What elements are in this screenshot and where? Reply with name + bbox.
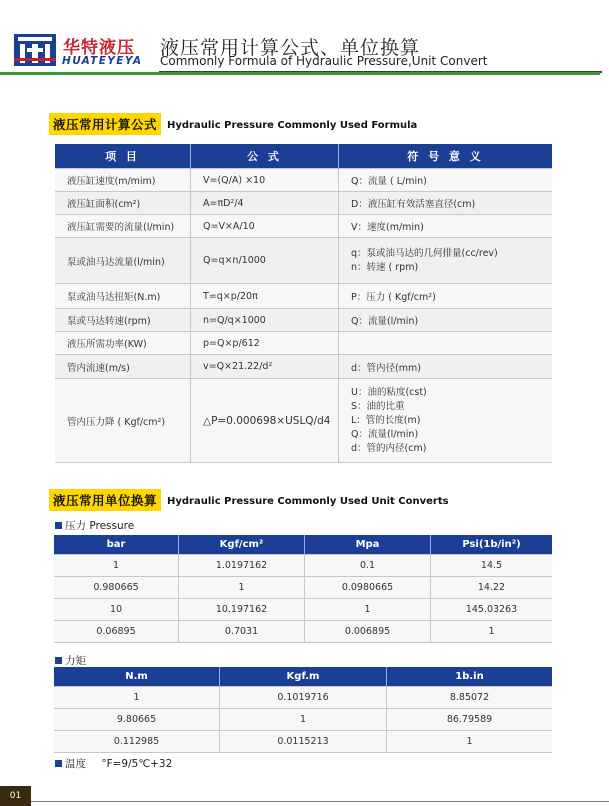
table-row — [55, 355, 552, 379]
table-cell: 0.980665 — [54, 577, 179, 599]
meaning-line: S：油的比重 — [351, 400, 405, 412]
formula-cell: T=q×p/20π — [191, 284, 339, 309]
formula-cell: v=Q×21.22/d² — [191, 355, 339, 379]
torque-label: 力矩 — [55, 653, 86, 668]
brand-name-en: HUATEYEYA — [62, 55, 143, 67]
unit-section-title-cn: 液压常用单位换算 — [49, 489, 161, 511]
temperature-label: 温度 °F=9/5℃+32 — [55, 756, 172, 771]
table-row — [55, 309, 552, 332]
header-meaning: 符 号 意 义 — [339, 144, 553, 169]
meaning-cell: Q：流量(l/min) — [339, 309, 553, 332]
header-nm: N.m — [54, 667, 220, 687]
meaning-line: q：泵或油马达的几何排量(cc/rev) — [351, 247, 498, 259]
meaning-cell — [339, 332, 553, 355]
item-cell: 液压所需功率(KW) — [55, 332, 191, 355]
table-cell: 1 — [54, 687, 220, 709]
table-row — [54, 731, 552, 753]
table-row — [55, 332, 552, 355]
formula-cell: p=Q×p/612 — [191, 332, 339, 355]
table-cell: 1 — [431, 621, 553, 643]
meaning-cell: P：压力 ( Kgf/cm²) — [339, 284, 553, 309]
meaning-cell: Q：流量 ( L/min) — [339, 169, 553, 192]
table-row — [55, 169, 552, 192]
item-cell: 液压缸速度(m/mim) — [55, 169, 191, 192]
meaning-line: d：管的内径(cm) — [351, 442, 427, 454]
table-cell: 0.006895 — [305, 621, 431, 643]
table-cell: 14.5 — [431, 555, 553, 577]
table-cell: 8.85072 — [387, 687, 553, 709]
header-kgf-cm2: Kgf/cm² — [179, 535, 305, 555]
table-cell: 1.0197162 — [179, 555, 305, 577]
table-row — [54, 687, 552, 709]
bullet-square-icon — [55, 522, 62, 529]
bullet-square-icon — [55, 657, 62, 664]
bullet-square-icon — [55, 760, 62, 767]
table-cell: 1 — [220, 709, 387, 731]
header-bar: bar — [54, 535, 179, 555]
formula-table-header — [55, 144, 552, 169]
table-row — [54, 621, 552, 643]
page-number-box — [0, 786, 31, 806]
table-row — [54, 577, 552, 599]
header-item: 项 目 — [55, 144, 191, 169]
meaning-line: n：转速 ( rpm) — [351, 261, 419, 273]
pressure-table — [54, 535, 552, 643]
meaning-line: U：油的粘度(cst) — [351, 386, 427, 398]
meaning-cell — [339, 238, 553, 284]
header-mpa: Mpa — [305, 535, 431, 555]
page-title-en: Commonly Formula of Hydraulic Pressure,Unit Convert — [160, 54, 488, 68]
table-cell: 1 — [305, 599, 431, 621]
brand-name-cn: 华特液压 — [63, 38, 135, 58]
company-logo — [14, 34, 56, 66]
torque-table-header — [54, 667, 552, 687]
table-row — [55, 215, 552, 238]
torque-table — [54, 667, 552, 753]
meaning-cell: d：管内径(mm) — [339, 355, 553, 379]
temperature-formula: °F=9/5℃+32 — [101, 758, 173, 770]
table-row — [55, 238, 552, 284]
table-cell: 0.0980665 — [305, 577, 431, 599]
footer-rule — [31, 801, 609, 802]
unit-section-heading — [49, 489, 449, 511]
table-cell: 86.79589 — [387, 709, 553, 731]
header-kgf-m: Kgf.m — [220, 667, 387, 687]
meaning-line: L：管的长度(m) — [351, 414, 421, 426]
formula-cell: n=Q/q×1000 — [191, 309, 339, 332]
table-row — [55, 284, 552, 309]
item-cell: 泵或油马达扭矩(N.m) — [55, 284, 191, 309]
table-row — [55, 379, 552, 463]
formula-cell: A=πD²/4 — [191, 192, 339, 215]
table-cell: 1 — [54, 555, 179, 577]
table-cell: 1 — [179, 577, 305, 599]
table-row — [54, 709, 552, 731]
item-cell: 管内流速(m/s) — [55, 355, 191, 379]
formula-cell: V=(Q/A) ×10 — [191, 169, 339, 192]
table-cell: 9.80665 — [54, 709, 220, 731]
table-cell: 0.1019716 — [220, 687, 387, 709]
page-number: 01 — [9, 791, 22, 801]
table-cell: 0.112985 — [54, 731, 220, 753]
formula-cell: Q=V×A/10 — [191, 215, 339, 238]
page-title-cn: 液压常用计算公式、单位换算 — [160, 37, 421, 59]
formula-table — [55, 144, 552, 463]
meaning-cell: V：速度(m/min) — [339, 215, 553, 238]
table-cell: 0.1 — [305, 555, 431, 577]
meaning-line: Q：流量(l/min) — [351, 428, 419, 440]
unit-section-title-en: Hydraulic Pressure Commonly Used Unit Converts — [167, 496, 449, 507]
header-green-rule — [0, 72, 600, 75]
item-cell: 泵或油马达流量(l/min) — [55, 238, 191, 284]
header-formula: 公 式 — [191, 144, 339, 169]
formula-section-heading — [49, 113, 417, 135]
meaning-cell: D：液压缸有效活塞直径(cm) — [339, 192, 553, 215]
header-psi: Psi(1b/in²) — [431, 535, 553, 555]
formula-section-title-cn: 液压常用计算公式 — [49, 113, 161, 135]
table-row — [54, 555, 552, 577]
formula-cell: Q=q×n/1000 — [191, 238, 339, 284]
table-cell: 0.0115213 — [220, 731, 387, 753]
table-cell: 0.06895 — [54, 621, 179, 643]
item-cell: 泵或马达转速(rpm) — [55, 309, 191, 332]
table-cell: 145.03263 — [431, 599, 553, 621]
item-cell: 液压缸面积(cm²) — [55, 192, 191, 215]
pressure-table-header — [54, 535, 552, 555]
table-row — [54, 599, 552, 621]
header-lb-in: 1b.in — [387, 667, 553, 687]
table-cell: 1 — [387, 731, 553, 753]
table-row — [55, 192, 552, 215]
table-cell: 14.22 — [431, 577, 553, 599]
table-cell: 10 — [54, 599, 179, 621]
table-cell: 10.197162 — [179, 599, 305, 621]
formula-section-title-en: Hydraulic Pressure Commonly Used Formula — [167, 120, 418, 131]
table-cell: 0.7031 — [179, 621, 305, 643]
pressure-label: 压力 Pressure — [55, 518, 134, 533]
item-cell: 管内压力降 ( Kgf/cm²) — [55, 379, 191, 463]
formula-cell: △P=0.000698×USLQ/d4 — [191, 379, 339, 463]
item-cell: 液压缸需要的流量(l/min) — [55, 215, 191, 238]
meaning-cell — [339, 379, 553, 463]
